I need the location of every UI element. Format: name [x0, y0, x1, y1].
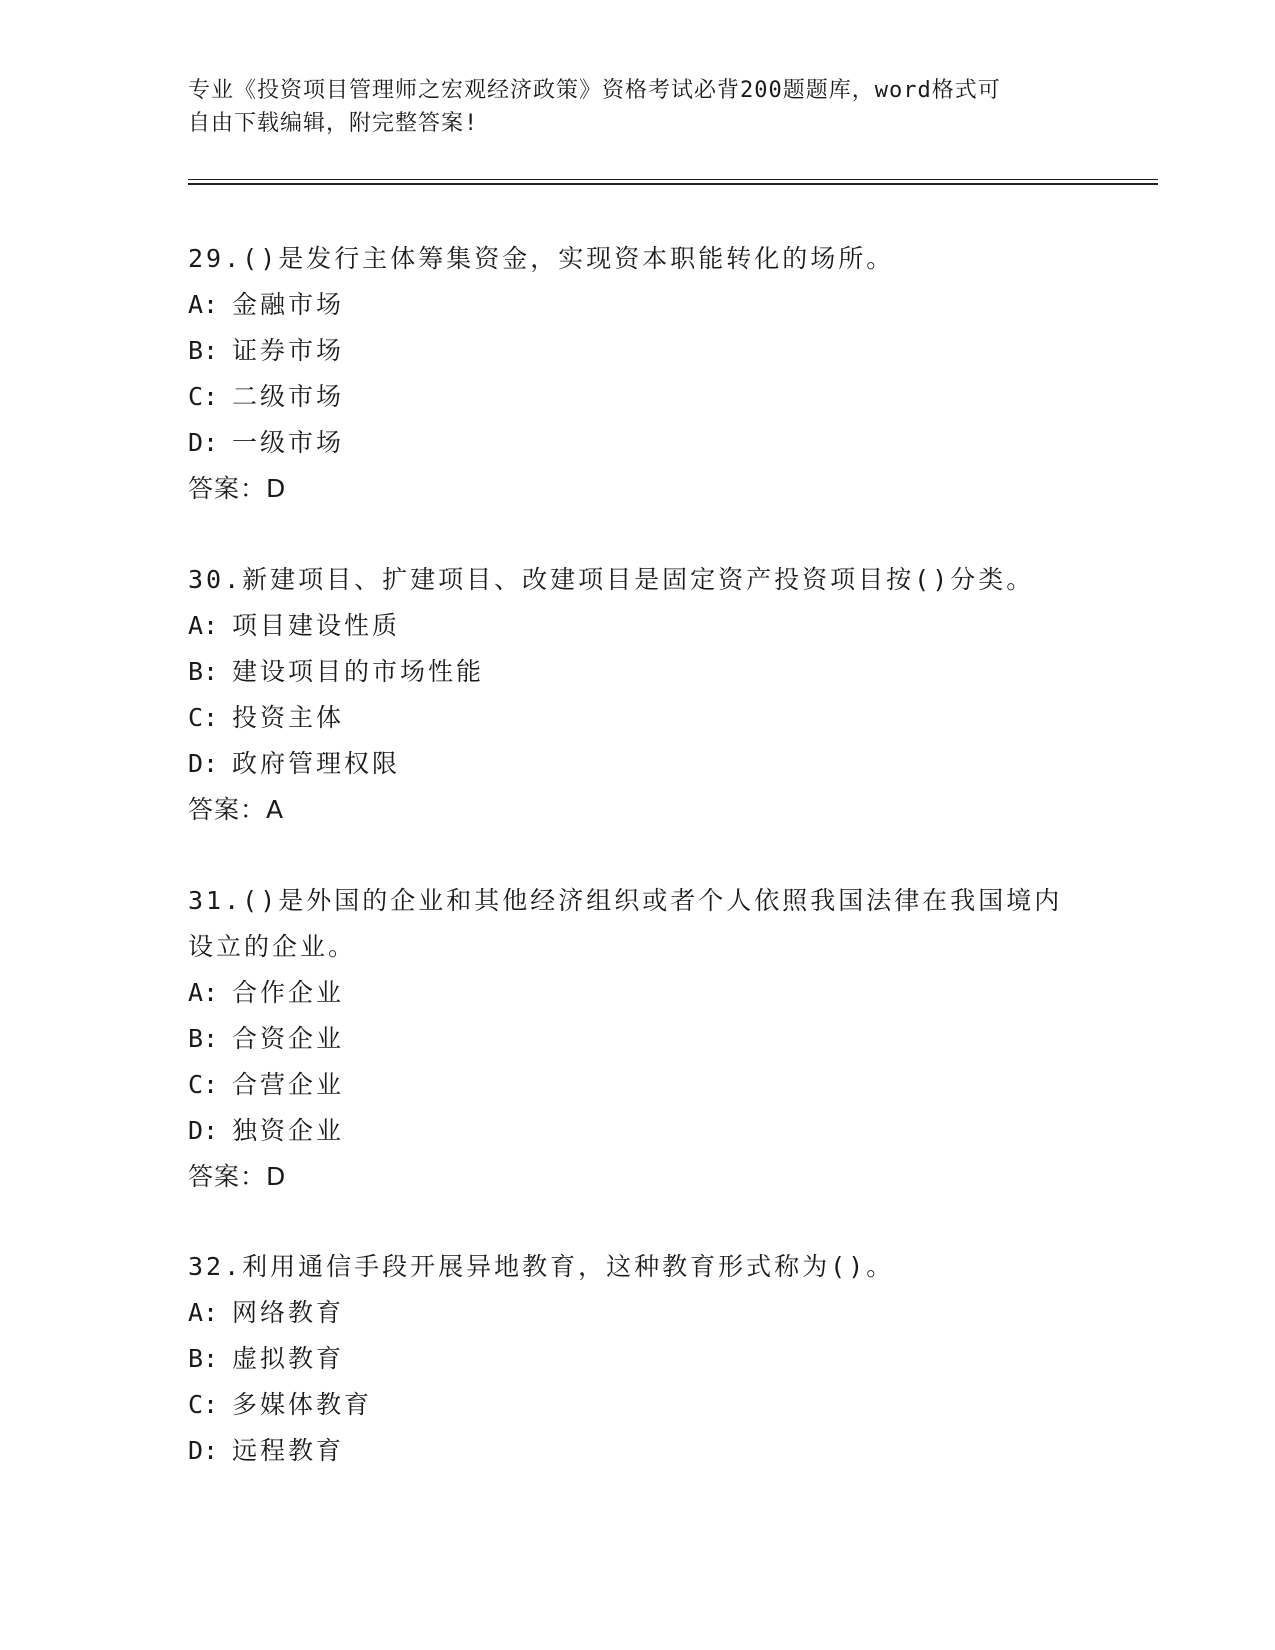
option-text: 政府管理权限	[232, 749, 401, 778]
option-c	[188, 695, 1088, 741]
option-text: 合资企业	[232, 1024, 345, 1053]
option-letter: D:	[188, 749, 219, 778]
option-text: 证券市场	[232, 336, 345, 365]
option-text: 独资企业	[232, 1116, 345, 1145]
option-letter: C:	[188, 382, 219, 411]
question-stem: 31.()是外国的企业和其他经济组织或者个人依照我国法律在我国境内设立的企业。	[188, 886, 1063, 961]
option-text: 投资主体	[232, 703, 345, 732]
question-stem: 30.新建项目、扩建项目、改建项目是固定资产投资项目按()分类。	[188, 565, 1035, 594]
header-line-1: 专业《投资项目管理师之宏观经济政策》资格考试必背200题题库，word格式可	[188, 78, 1001, 103]
document-header	[188, 74, 1068, 140]
option-letter: D:	[188, 1116, 219, 1145]
question-31	[188, 878, 1088, 1200]
option-text: 建设项目的市场性能	[232, 657, 485, 686]
option-d	[188, 1108, 1088, 1154]
header-line-2: 自由下载编辑，附完整答案!	[188, 111, 479, 136]
option-b	[188, 328, 1088, 374]
option-b	[188, 1016, 1088, 1062]
question-stem: 29.()是发行主体筹集资金，实现资本职能转化的场所。	[188, 244, 895, 273]
option-text: 合营企业	[232, 1070, 345, 1099]
option-c	[188, 1062, 1088, 1108]
option-text: 二级市场	[232, 382, 345, 411]
option-b	[188, 649, 1088, 695]
option-text: 金融市场	[232, 290, 345, 319]
option-letter: A:	[188, 611, 219, 640]
option-letter: D:	[188, 428, 219, 457]
option-letter: B:	[188, 1024, 219, 1053]
option-letter: C:	[188, 1390, 219, 1419]
question-30	[188, 557, 1088, 833]
option-letter: C:	[188, 1070, 219, 1099]
question-29	[188, 236, 1088, 512]
option-letter: B:	[188, 657, 219, 686]
option-letter: B:	[188, 336, 219, 365]
option-c	[188, 374, 1088, 420]
option-a	[188, 282, 1088, 328]
option-a	[188, 1290, 1088, 1336]
option-text: 项目建设性质	[232, 611, 401, 640]
option-text: 虚拟教育	[232, 1344, 345, 1373]
option-text: 一级市场	[232, 428, 345, 457]
answer-line: 答案：A	[188, 795, 285, 824]
option-d	[188, 420, 1088, 466]
option-letter: B:	[188, 1344, 219, 1373]
option-letter: C:	[188, 703, 219, 732]
option-letter: A:	[188, 290, 219, 319]
option-letter: D:	[188, 1436, 219, 1465]
option-text: 远程教育	[232, 1436, 345, 1465]
option-a	[188, 970, 1088, 1016]
option-letter: A:	[188, 1298, 219, 1327]
answer-line: 答案：D	[188, 1162, 287, 1191]
question-stem: 32.利用通信手段开展异地教育，这种教育形式称为()。	[188, 1252, 895, 1281]
option-text: 网络教育	[232, 1298, 345, 1327]
option-d	[188, 741, 1088, 787]
question-32	[188, 1244, 1088, 1474]
option-letter: A:	[188, 978, 219, 1007]
header-divider-bottom	[188, 183, 1158, 185]
option-a	[188, 603, 1088, 649]
header-divider-top	[188, 179, 1158, 180]
option-text: 多媒体教育	[232, 1390, 373, 1419]
option-text: 合作企业	[232, 978, 345, 1007]
option-d	[188, 1428, 1088, 1474]
option-c	[188, 1382, 1088, 1428]
option-b	[188, 1336, 1088, 1382]
answer-line: 答案：D	[188, 474, 287, 503]
